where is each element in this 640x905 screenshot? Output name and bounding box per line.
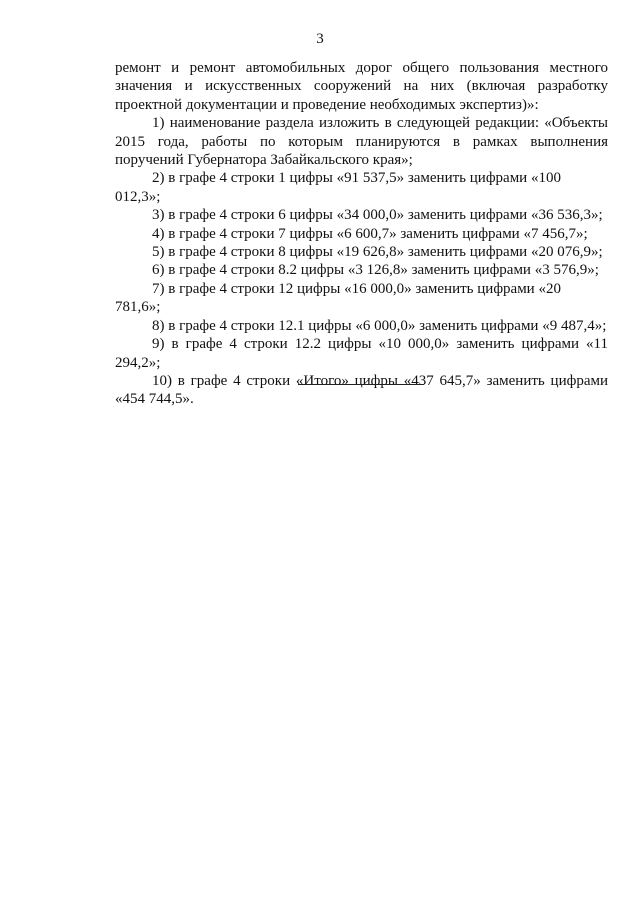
paragraph-item-7: 7) в графе 4 строки 12 цифры «16 000,0» заменить цифрами «20 781,6»; — [115, 280, 561, 316]
paragraph-item-4: 4) в графе 4 строки 7 цифры «6 600,7» заменить цифрами «7 456,7»; — [152, 225, 588, 242]
paragraph-item-2: 2) в графе 4 строки 1 цифры «91 537,5» заменить цифрами «100 012,3»; — [115, 170, 561, 205]
paragraph-item-10: 10) в графе 4 строки «Итого» цифры «437 645,7» заменить цифрами «454 744,5». — [115, 372, 608, 408]
paragraph-item-3: 3) в графе 4 строки 6 цифры «34 000,0» заменить цифрами «36 536,3»; — [152, 207, 603, 224]
paragraph-item-6: 6) в графе 4 строки 8.2 цифры «3 126,8» заменить цифрами «3 576,9»; — [152, 262, 599, 279]
paragraph-continuation: ремонт и ремонт автомобильных дорог общего пользования местного значения и искусственных сооружений на них (включая разработку проектной документации и проведение необходимых экспертиз)»: — [115, 60, 608, 113]
end-of-document-rule — [298, 384, 424, 385]
paragraph-item-8: 8) в графе 4 строки 12.1 цифры «6 000,0» заменить цифрами «9 487,4»; — [152, 317, 607, 334]
paragraph-item-9: 9) в графе 4 строки 12.2 цифры «10 000,0» заменить цифрами «11 294,2»; — [115, 336, 608, 371]
document-body — [115, 59, 608, 409]
page-number: 3 — [316, 31, 324, 47]
paragraph-item-5: 5) в графе 4 строки 8 цифры «19 626,8» заменить цифрами «20 076,9»; — [152, 244, 603, 261]
paragraph-item-1: 1) наименование раздела изложить в следующей редакции: «Объекты 2015 года, работы по которым планируются в рамках выполнения поручений Губернатора Забайкальского края»; — [115, 115, 608, 169]
